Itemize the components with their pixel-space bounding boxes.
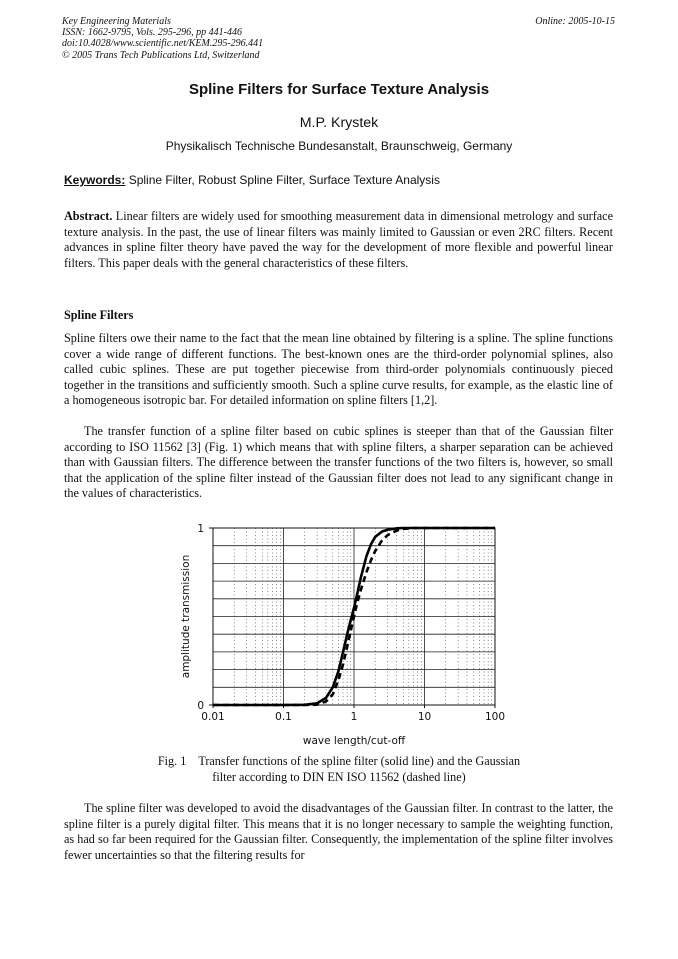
caption-text-1: Transfer functions of the spline filter (solid line) and the Gaussian bbox=[198, 754, 521, 768]
y-axis-label: amplitude transmission bbox=[180, 554, 192, 679]
paper-title: Spline Filters for Surface Texture Analysis bbox=[188, 81, 490, 98]
keywords-label: Keywords: bbox=[64, 173, 126, 187]
paper-affiliation: Physikalisch Technische Bundesanstalt, Braunschweig, Germany bbox=[165, 139, 513, 153]
abstract-label: Abstract. bbox=[64, 209, 113, 223]
keywords-line bbox=[64, 173, 440, 187]
figure-caption bbox=[0, 754, 678, 785]
caption-text-2: filter according to DIN EN ISO 11562 (dashed line) bbox=[212, 769, 466, 784]
paragraph-1: Spline filters owe their name to the fact that the mean line obtained by filtering is a spline. The spline functions cover a wide range of different functions. The best-known ones are the third-order polynomial splines, also called cubic splines. These are put together piecewise from third-order polynomials continuously pieced together in the transitions and sufficiently smooth. Such a spline curve results, for example, as the elastic line of a homogeneous isotropic bar. For detailed information on spline filters [1,2]. bbox=[64, 331, 613, 408]
paragraph-2: The transfer function of a spline filter based on cubic splines is steeper than that of the Gaussian filter according to ISO 11562 [3] (Fig. 1) which means that with spline filters, a sharper separation can be achieved than with Gaussian filters. The difference between the transfer functions of the two filters is, however, so small that the application of the spline filter instead of the Gaussian filter does not lead to any significant change in the values of characteristics. bbox=[64, 424, 613, 501]
caption-line-1 bbox=[0, 754, 678, 770]
abstract bbox=[64, 209, 613, 271]
journal-copyright: © 2005 Trans Tech Publications Ltd, Switzerland bbox=[62, 49, 260, 61]
section-heading: Spline Filters bbox=[64, 308, 134, 322]
figure-1 bbox=[170, 518, 520, 750]
y-tick-label: 0 bbox=[197, 700, 204, 712]
x-tick-label: 1 bbox=[350, 711, 358, 723]
caption-label: Fig. 1 bbox=[157, 754, 187, 768]
x-tick-label: 0.1 bbox=[275, 711, 292, 723]
journal-header bbox=[62, 16, 263, 61]
x-tick-label: 0.01 bbox=[201, 711, 225, 723]
transfer-function-chart bbox=[170, 518, 520, 750]
journal-name: Key Engineering Materials bbox=[62, 16, 171, 27]
online-date: Online: 2005-10-15 bbox=[535, 16, 615, 27]
x-tick-label: 10 bbox=[417, 711, 432, 723]
x-tick-label: 100 bbox=[484, 711, 506, 723]
abstract-text: Linear filters are widely used for smoothing measurement data in dimensional metrology and surface texture analysis. In the past, the use of linear filters was mainly limited to Gaussian or even 2RC filters. Recent advances in spline filter theory have paved the way for the development of more flexible and powerful linear filters. This paper deals with the general characteristics of these filters. bbox=[64, 209, 614, 270]
y-tick-label: 1 bbox=[197, 523, 204, 535]
journal-doi: doi:10.4028/www.scientific.net/KEM.295-296.441 bbox=[62, 38, 264, 50]
journal-issn: ISSN: 1662-9795, Vols. 295-296, pp 441-446 bbox=[62, 27, 242, 39]
paragraph-3: The spline filter was developed to avoid the disadvantages of the Gaussian filter. In contrast to the latter, the spline filter is a purely digital filter. This means that it is no longer necessary to sample the weighting function, as had so far been required for the Gaussian filter. Consequently, the implementation of the spline filter involves fewer uncertainties so that the filtering results for bbox=[64, 801, 613, 862]
x-axis-label: wave length/cut-off bbox=[302, 735, 406, 747]
keywords-text: Spline Filter, Robust Spline Filter, Surface Texture Analysis bbox=[128, 173, 440, 187]
paper-author: M.P. Krystek bbox=[299, 115, 379, 131]
